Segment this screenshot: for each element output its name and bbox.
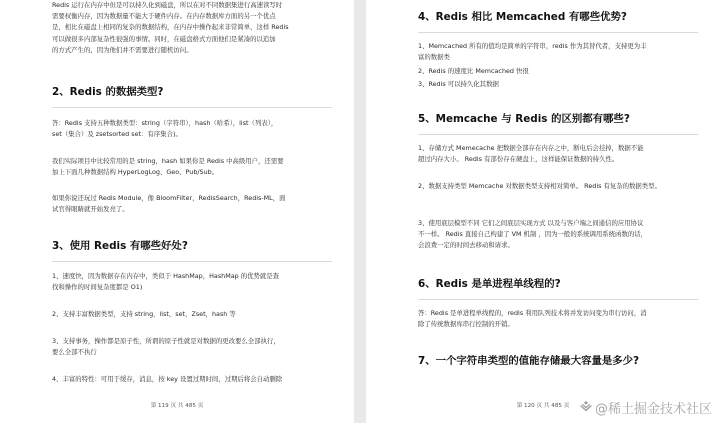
intro-paragraph bbox=[52, 0, 332, 56]
section-heading: 7、一个字符串类型的值能存储最大容量是多少? bbox=[418, 355, 640, 367]
text-line: 加上下面几种数据结构 HyperLogLog、Geo、Pub/Sub。 bbox=[52, 168, 219, 177]
text-line: 答：Redis 是单进程单线程的，redis 利用队列技术将并发访问变为串行访问，消 bbox=[418, 309, 647, 317]
section-3-item-2 bbox=[52, 309, 332, 320]
text-line: 1、速度快，因为数据存在内存中，类似于 HashMap，HashMap 的优势就是查 bbox=[52, 272, 280, 280]
section-4-heading-block bbox=[418, 8, 698, 33]
section-6-paragraph bbox=[418, 308, 698, 330]
text-line: set（集合）及 zsetsorted set：有序集合)。 bbox=[52, 130, 182, 139]
text-line: 如果你说还玩过 Redis Module，像 BloomFilter，RedisSearch，Redis-ML，面 bbox=[52, 194, 286, 202]
section-2-para-2 bbox=[52, 156, 332, 178]
section-4-item-2 bbox=[418, 66, 698, 77]
section-3-item-1 bbox=[52, 271, 332, 293]
text-line: 2、数据支持类型 Memcache 对数据类型支持相对简单。 Redis 有复杂的数据类型。 bbox=[418, 182, 661, 190]
text-line: 4、丰富的特性：可用于缓存，消息，按 key 设置过期时间，过期后将会自动删除 bbox=[52, 375, 283, 383]
section-5-item-3 bbox=[418, 218, 698, 252]
section-3-heading-block bbox=[52, 237, 332, 262]
text-line: 富的数据类 bbox=[418, 53, 450, 62]
section-3-item-3 bbox=[52, 336, 332, 358]
left-page bbox=[0, 0, 354, 423]
heading-divider bbox=[52, 107, 332, 108]
section-4-item-3 bbox=[418, 79, 698, 90]
section-heading: 4、Redis 相比 Memcached 有哪些优势? bbox=[418, 11, 627, 23]
text-line: 可以做很多内部复杂性很强的事情。同时，在磁盘格式方面他们是紧凑的以追加 bbox=[52, 34, 276, 43]
section-5-heading-block bbox=[418, 110, 698, 135]
section-2-para-3 bbox=[52, 193, 332, 215]
text-line: 答：Redis 支持五种数据类型：string（字符串），hash（哈希），list（列表）， bbox=[52, 119, 278, 127]
section-6-heading-block bbox=[418, 275, 698, 300]
heading-divider bbox=[52, 261, 332, 262]
text-line: 是，相比在磁盘上相同的复杂的数据结构，在内存中操作起来非常简单，这样 Redis bbox=[52, 23, 289, 32]
text-line: 1、存储方式 Memecache 把数据全部存在内存之中，断电后会挂掉，数据不能 bbox=[418, 144, 644, 152]
text-line: 找和操作的时间复杂度都是 O1) bbox=[52, 283, 143, 292]
section-3-item-4 bbox=[52, 374, 332, 385]
section-heading: 2、Redis 的数据类型? bbox=[52, 86, 164, 98]
text-line: 除了传统数据库串行控制的开销。 bbox=[418, 320, 514, 329]
page-footer: 第 119 页 共 485 页 bbox=[150, 403, 204, 409]
right-page bbox=[366, 0, 720, 423]
section-5-item-1 bbox=[418, 143, 698, 165]
section-heading: 6、Redis 是单进程单线程的? bbox=[418, 278, 561, 290]
heading-divider bbox=[418, 134, 698, 135]
heading-divider bbox=[418, 299, 698, 300]
section-heading: 3、使用 Redis 有哪些好处? bbox=[52, 240, 188, 252]
text-line: 1、Memcached 所有的值均是简单的字符串，redis 作为其替代者，支持更为丰 bbox=[418, 42, 647, 50]
text-line: 2、Redis 的速度比 Memcached 快很 bbox=[418, 67, 529, 75]
text-line: 需要权衡内存，因为数据量不能大于硬件内存。在内存数据库方面的另一个优点 bbox=[52, 12, 276, 21]
text-line: 我们实际项目中比较常用的是 string，hash 如果你是 Redis 中高级用户，还需要 bbox=[52, 157, 284, 165]
heading-divider bbox=[418, 32, 698, 33]
text-line: Redis 运行在内存中但是可以持久化到磁盘，所以在对不同数据集进行高速读写时 bbox=[52, 1, 283, 9]
text-line: 3、使用底层模型不同 它们之间底层实现方式 以及与客户端之间通信的应用协议 bbox=[418, 219, 644, 227]
section-2-para-1 bbox=[52, 118, 332, 140]
page-footer: 第 120 页 共 485 页 bbox=[516, 403, 570, 409]
section-5-item-2 bbox=[418, 181, 698, 192]
section-7-heading-block bbox=[418, 352, 698, 367]
text-line: 试官得眼睛就开始发亮了。 bbox=[52, 205, 129, 214]
watermark bbox=[580, 398, 712, 417]
juejin-logo-icon bbox=[580, 401, 592, 415]
text-line: 3、支持事务，操作都是原子性，所谓的原子性就是对数据的更改要么全部执行， bbox=[52, 337, 280, 345]
section-heading: 5、Memcache 与 Redis 的区别都有哪些? bbox=[418, 113, 630, 125]
section-2-heading-block bbox=[52, 83, 332, 108]
section-4-item-1 bbox=[418, 41, 698, 63]
text-line: 的方式产生的，因为他们并不需要进行随机访问。 bbox=[52, 45, 193, 54]
text-line: 不一样。 Redis 直接自己构建了 VM 机制 ，因为一般的系统调用系统函数的话， bbox=[418, 230, 648, 239]
text-line: 3、Redis 可以持久化其数据 bbox=[418, 80, 499, 88]
watermark-text: @稀土掘金技术社区 bbox=[594, 402, 712, 417]
text-line: 超过内存大小。 Redis 有部份存在硬盘上，这样能保证数据的持久性。 bbox=[418, 155, 619, 164]
text-line: 要么全部不执行 bbox=[52, 348, 97, 357]
text-line: 会浪费一定的时间去移动和请求。 bbox=[418, 241, 514, 250]
text-line: 2、支持丰富数据类型，支持 string，list，set，Zset，hash 等 bbox=[52, 310, 236, 318]
